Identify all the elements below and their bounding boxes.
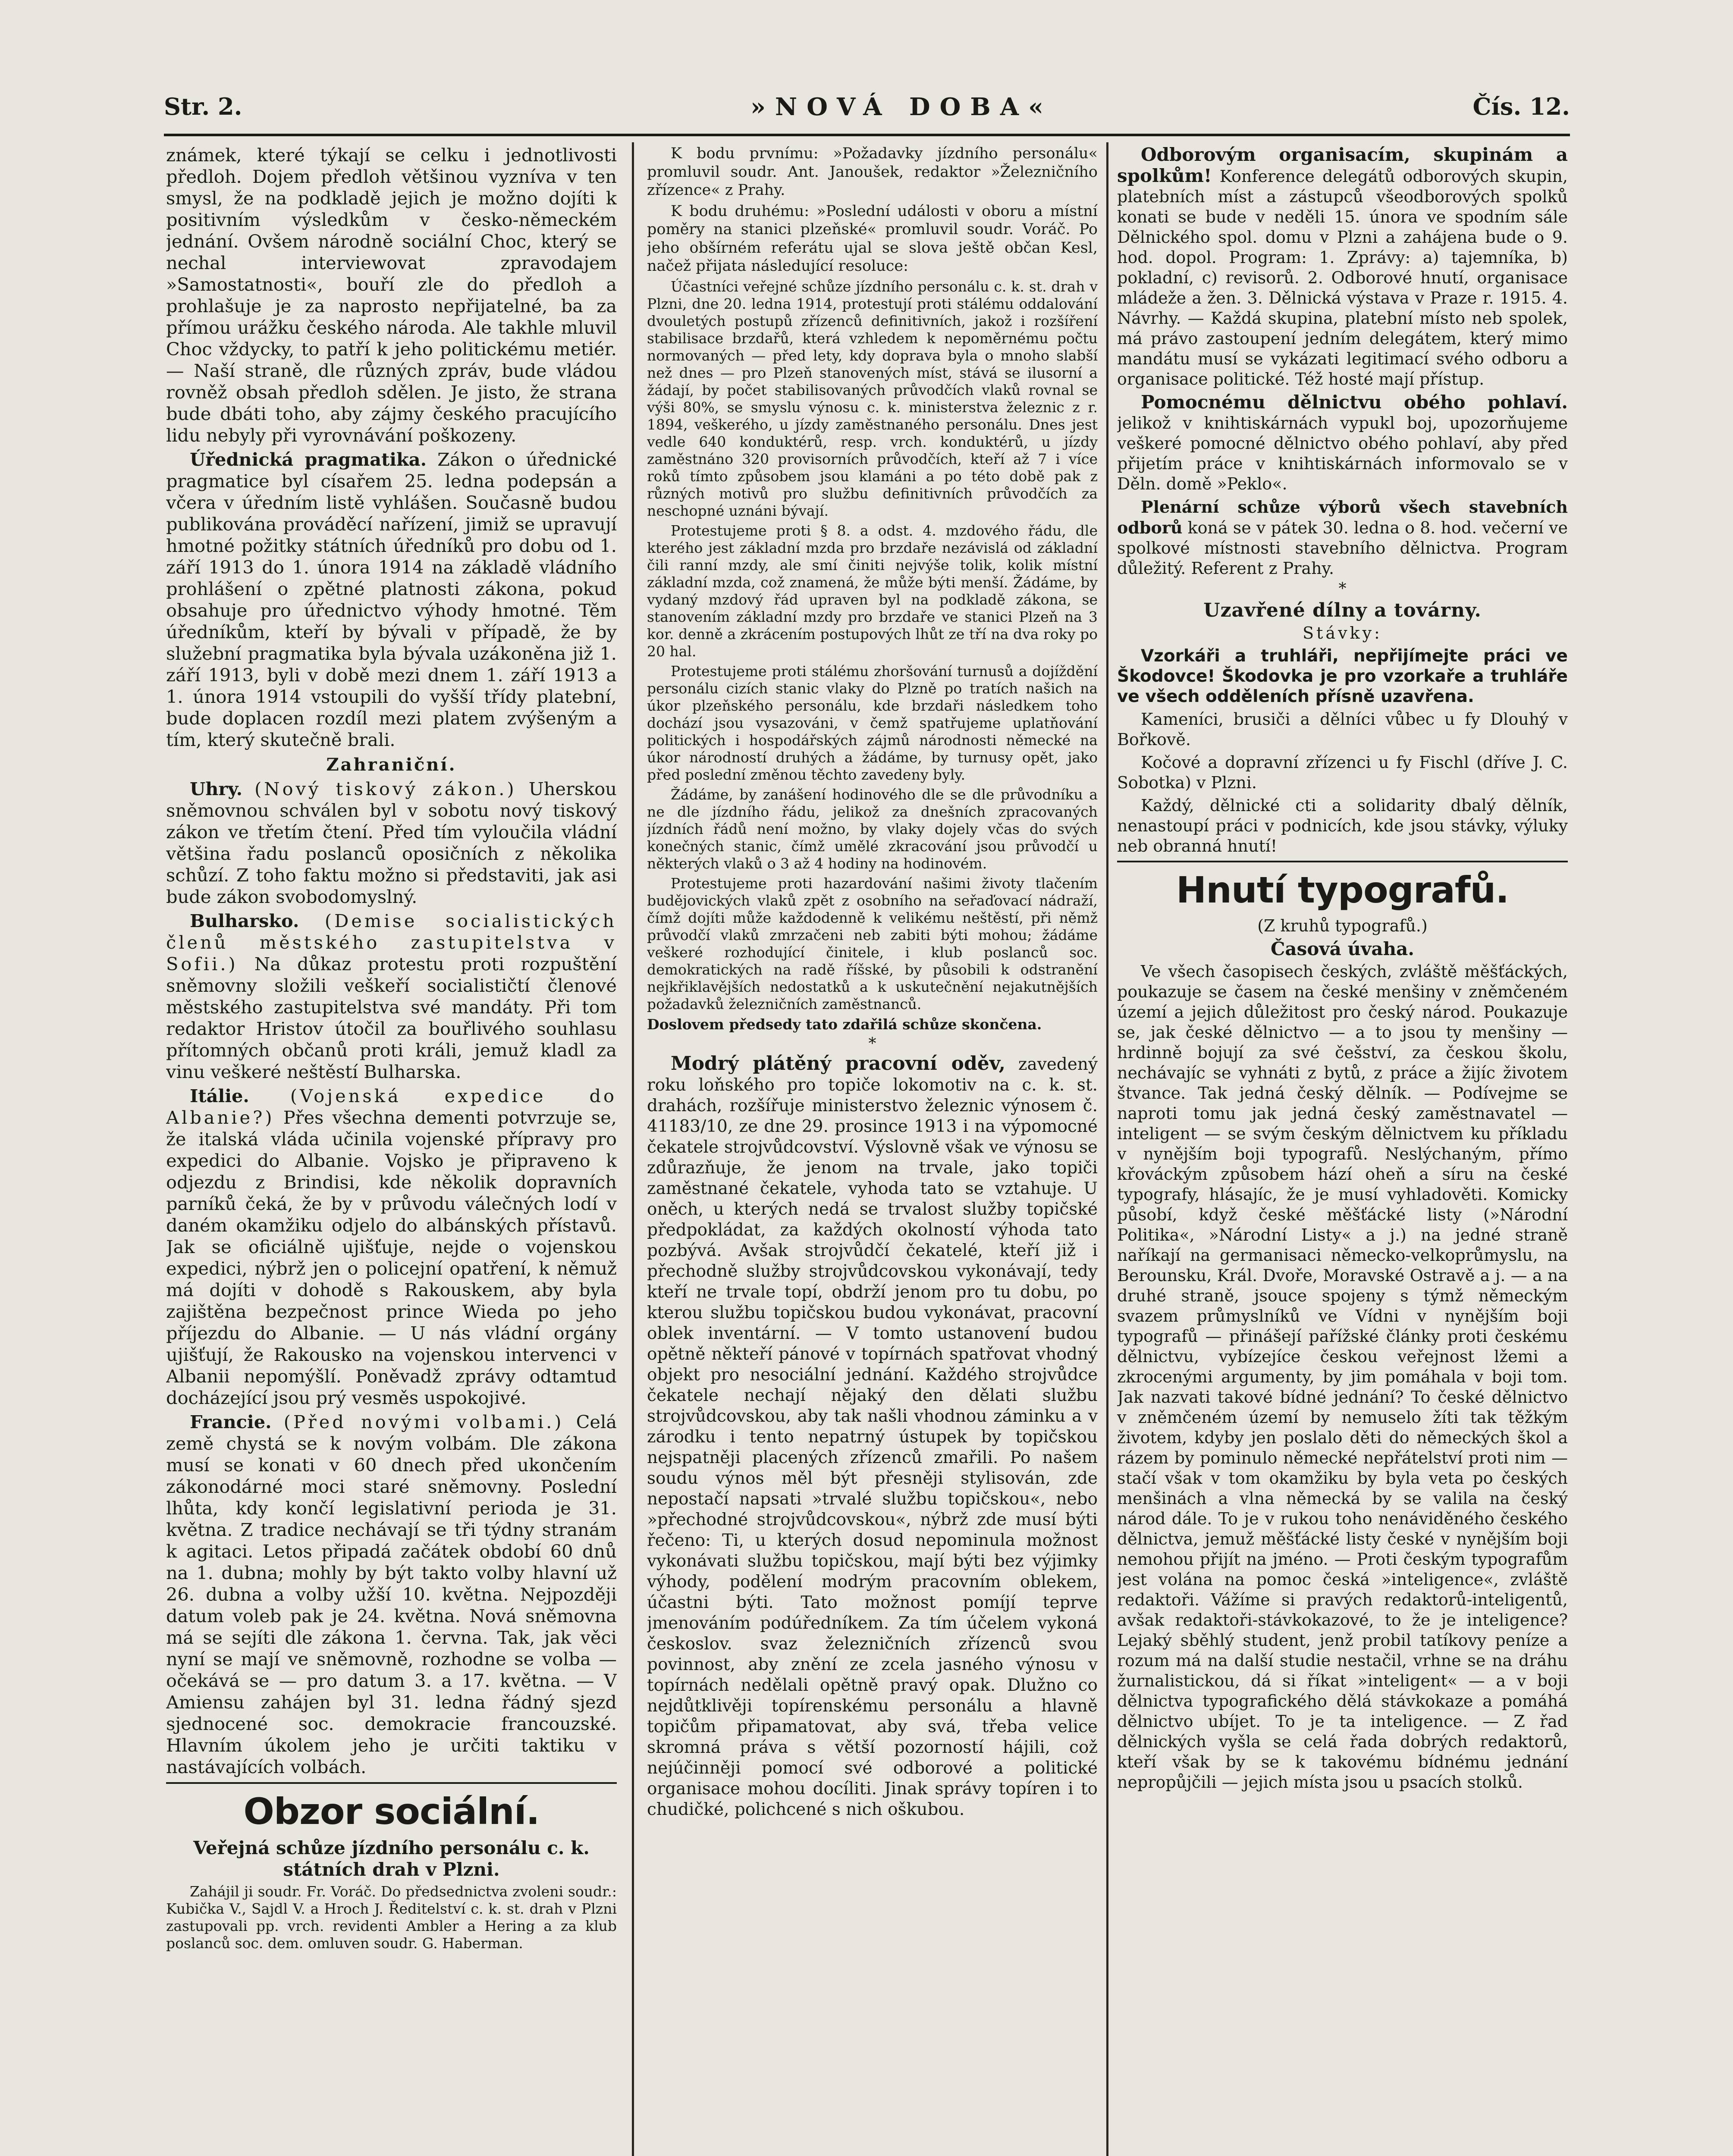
- article-text: jelikož v knihtiskárnách vypukl boj, upozorňujeme veškeré pomocné dělnictvo obého pohlaví, aby před přijetím práce v knihtiskárnách informovalo se v Děln. domě »Peklo«.: [1117, 414, 1568, 493]
- closing-line: Doslovem předsedy tato zdařilá schůze skončena.: [647, 1015, 1042, 1033]
- section-rule: [1117, 861, 1568, 862]
- column-1: [166, 144, 617, 2156]
- article-text: Zákon o úřednické pragmatice byl císařem 25. ledna podepsán a včera v úředním listě vyhlášen. Současně budou publikována prováděcí nařízení, jimiž se upravují hmotné požitky státních úředníků pro dobu od 1. září 1913 do 1. února 1914 na základě vládního prohlášení o zpětné platnosti zákona, pokud obsahuje pro úřednictvo výhody hmotné. Těm úředníkům, kteří by bývali v případě, že by služební pragmatika byla bývala uzákoněna již 1. září 1913, byli v době mezi dnem 1. září 1913 a 1. února 1914 vstoupili do vyšší třídy platební, bude doplacen rozdíl mezi platem zvýšeným a tím, který skutečně brali.: [166, 449, 617, 750]
- header-rule: [164, 134, 1570, 136]
- section-subtitle: Časová úvaha.: [1270, 938, 1415, 959]
- strikes-label: Stávky:: [1303, 624, 1382, 642]
- article-paragraph: [1117, 144, 1568, 389]
- article-text: koná se v pátek 30. ledna o 8. hod. večerní ve spolkové místnosti stavebního dělnictva. Program důležitý. Referent z Prahy.: [1117, 518, 1568, 578]
- section-heading-foreign: Zahraniční.: [326, 755, 457, 775]
- section-rule: [166, 1782, 617, 1784]
- article-subheading: (Před novými volbami.): [283, 1411, 564, 1432]
- article-paragraph: známek, které týkají se celku i jednotlivosti předloh. Dojem předloh většinou vyzníva v ten smysl, že na podkladě jejich je možno dojíti k positivním výsledkům v česko-německém jednání. Ovšem národně sociální Choc, který se nechal interviewovat zpravodajem »Samostatnosti«, bouří zle do předloh a prohlašuje je za naprosto nepřijatelné, ba za přímou urážku českého národa. Ale takhle mluvil Choc vždycky, to patří k jeho politickému metiér. — Naší straně, dle různých zpráv, bude vládou rovněž obsah předloh sdělen. Je jisto, že strana bude dbáti toho, aby zájmy českého pracujícího lidu nebyly při vyrovnávání poškozeny.: [166, 144, 617, 446]
- article-paragraph: [166, 778, 617, 908]
- article-subheading: (Nový tiskový zákon.): [254, 778, 517, 799]
- section-title-social: Obzor sociální.: [243, 1790, 540, 1833]
- column-divider: [632, 142, 634, 2156]
- article-subheading: (Vojenská expedice do Albanie?): [166, 1085, 617, 1128]
- resolution-paragraph: Žádáme, by zanášení hodinového dle se dle průvodníku a ne dle jízdního řádu, jelikož za dnešních zpracovaných jízdních řádů není možno, by vlaky dojely včas do svých konečných stanic, čímž umělé zkracování jsou průvodčí u některých vlaků o 3 až 4 hodiny na hodinovém.: [647, 786, 1098, 872]
- article-heading: Bulharsko.: [190, 910, 299, 931]
- column-2: [647, 144, 1098, 2156]
- article-paragraph: [166, 910, 617, 1083]
- issue-number: Čís. 12.: [1472, 93, 1570, 120]
- resolution-paragraph: Protestujeme proti hazardování našimi životy tlačením budějovických vlaků zpět z osobního na seřaďovací nádraží, čímž dojíti může každodenně k velikému neštěstí, při němž průvodčí vlaků zmrzačeni neb zabiti býti mohou; žádáme veškeré rozhodující činitele, i klub poslanců soc. demokratických na radě říšské, by působili k odstranění nejkřiklavějších nedostatků a k uskutečnění nejakutnějších požadavků železničních zaměstnanců.: [647, 874, 1098, 1012]
- article-text: Uherskou sněmovnou schválen byl v sobotu nový tiskový zákon ve třetím čtení. Před tím vyloučila vládní většina řadu poslanců oposičních z několika schůzí. Z toho faktu možno si představiti, jak asi bude zákon svobodomyslný.: [166, 778, 617, 907]
- strike-notice: Kameníci, brusiči a dělníci vůbec u fy Dlouhý v Bořkově.: [1117, 710, 1568, 749]
- newspaper-title: »NOVÁ DOBA«: [750, 93, 1053, 121]
- meeting-title: Veřejná schůze jízdního personálu c. k. státních drah v Plzni.: [193, 1837, 590, 1880]
- strike-notice: Každý, dělnické cti a solidarity dbalý dělník, nenastoupí práci v podnicích, kde jsou stávky, výluky neb obranná hnutí!: [1117, 796, 1568, 856]
- article-paragraph: K bodu prvnímu: »Požadavky jízdního personálu« promluvil soudr. Ant. Janoušek, redaktor »Železničního zřízence« z Prahy.: [647, 145, 1098, 199]
- article-heading: Plenární schůze výborů všech stavebních odborů: [1117, 497, 1568, 537]
- article-paragraph: [647, 1053, 1098, 1820]
- article-text: zavedený roku loňského pro topiče lokomotiv na c. k. st. drahách, rozšířuje ministerstvo železnic výnosem č. 41183/10, ze dne 29. prosince 1913 i na výpomocné čekatele strojvůdcovství. Výslovně však ve výnosu se zdůrazňuje, že jenom na trvale, jako topiči zaměstnané čekatele, vyhoda tato se vztahuje. U oněch, u kterých nedá se trvalost služby topičské předpokládat, za každých okolností výhoda tato pozbývá. Avšak strojvůdčí čekatelé, kteří již i přechodně služby strojvůdcovskou vykonávají, tedy kteří ne trvale topí, obdrží jenom pro tu dobu, po kterou službu topičskou budou vykonávat, pracovní oblek inventární. — V tomto ustanovení budou opětně někteří pánové v topírnách spatřovat vhodný objekt pro nesociální jednání. Každého strojvůdce čekatele nechají nějaký den dělati službu strojvůdcovskou, aby tak našli vhodnou záminku a v zárodku i tento nepatrný ústupek by topičskou nejspatněji placených zřízenců zmařili. Po našem soudu výnos měl být přesněji stylisován, zde nepostačí napsati »trvalé službu topičskou«, nebo »přechodné strojvůdcovskou«, nýbrž zde musí býti řečeno: Ti, u kterých dosud nepominula možnost vykonávati službu topičskou, mají býti bez výjimky výhody, podělení modrým pracovním oblekem, účastni býti. Tato možnost pomíjí teprve jmenováním podúředníkem. Za tím účelem vykoná českoslov. svaz železničních zřízenců svou povinnost, aby znění ze zcela jasného výnosu v topírnách nedělali opětně pravý opak. Dlužno co nejdůtklivěji topírenskému personálu a hlavně topičům připamatovat, aby svá, třeba velice skromná práva s větší pozorností hájili, což nejúčinněji pomocí své odborové a politické organisace mohou docíliti. Jinak správy topíren i to chudičké, polichcené s nich oškubou.: [647, 1055, 1098, 1819]
- strike-notice: Vzorkáři a truhláři, nepřijímejte práci ve Škodovce! Škodovka je pro vzorkaře a truhláře ve všech odděleních přísně uzavřena.: [1117, 646, 1568, 706]
- strike-notice: Kočové a dopravní zřízenci u fy Fischl (dříve J. C. Sobotka) v Plzni.: [1117, 753, 1568, 792]
- separator-star: *: [1338, 580, 1347, 598]
- page-header: [164, 84, 1570, 132]
- article-heading: Úřednická pragmatika.: [190, 449, 427, 470]
- article-paragraph: [166, 449, 617, 751]
- article-text: Celá země chystá se k novým volbám. Dle zákona musí se konati v 60 dnech před ukončením zákonodárné moci staré sněmovny. Poslední lhůta, kdy končí legislativní perioda je 31. května. Z tradice nechávají se tři týdny stranám k agitaci. Letos připadá začátek období 60 dnů na 1. dubna; mohly by být takto volby hlavní už 26. dubna a volby užší 10. května. Nejpozději datum voleb pak je 24. května. Nová sněmovna má se sejíti dle zákona 1. června. Tak, jak věci nyní se mají ve sněmovně, rozhodne se volba — očekává se — pro datum 3. a 17. května. — V Amiensu zahájen byl 31. ledna řádný sjezd sjednocené soc. demokracie francouzské. Hlavním úkolem jeho je určiti taktiku v nastávajících volbách.: [166, 1411, 617, 1777]
- article-paragraph: Ve všech časopisech českých, zvláště měšťáckých, poukazuje se časem na české menšiny v zněmčeném území a jejich důležitost pro český národ. Poukazuje se, jak české dělnictvo — a to jsou ty menšiny — hrdinně bojují za své češství, za českou školu, nechávajíc se vyhnáti z bytů, z práce a žijíc životem štvance. Tak jedná český dělník. — Podívejme se naproti tomu jak jedná český zaměstnavatel — inteligent — se svým českým dělnictvem ku příkladu v nynějším boji typografů. Neslýchaným, přímo křováckým způsobem hází oheň a síru na české typografy, hlásajíc, že je musí vyhladověti. Komicky působí, když české měšťácké listy (»Národní Politika«, »Národní Listy« a j.) na jedné straně naříkají na germanisaci německo-velkoprůmyslu, na Berounsku, Král. Dvoře, Moravské Ostravě a j. — a na druhé straně, jsouce spojeny s týmž německým svazem průmyslníků ve Vídni v nynějším boji typografů — přinášejí pařížské články proti českému dělnictvu, vybízejíce českou veřejnost lžemi a zkrocenými argumenty, by jim pomáhala v boji tom. Jak nazvati takové bídné jednání? To české dělnictvo v zněmčeném území by nemuselo žíti tak těžkým životem, kdyby jen poslalo děti do německých škol a rázem by pominulo německé nepřátelství proti nim — stačí však v tom okamžiku by byla veta po českých menšinách a vlna německá by se valila na český národ dále. To je v rukou toho nenáviděného českého dělnictva, jemuž měšťácké listy české v nynějším boji nemohou přijít na jméno. — Proti českým typografům jest volána na pomoc česká »inteligence«, zvláště redaktoři. Vážíme si pravých redaktorů-inteligentů, avšak redaktoři-stávkokazové, to že je inteligence? Lejaký sběhlý student, jenž probil tatíkovy peníze a rozum má na další studie nestačil, vrhne se na dráhu žurnalistickou, dá si říkat »inteligent« — a v boji dělnictva typografického dělá stávkokaze a pomáhá dělnictvo ubíjet. To je ta inteligence. — Z řad dělnických vyšla se celá řada dobrých redaktorů, kteří však by se k takovému bídnému jednání nepropůjčili — jejich místa jsou u psacích stolků.: [1117, 962, 1568, 1792]
- article-heading: Itálie.: [190, 1085, 249, 1106]
- article-paragraph: K bodu druhému: »Poslední události v oboru a místní poměry na stanici plzeňské« promluvil soudr. Voráč. Po jeho obšírném referátu ujal se slova ještě občan Kesl, načež přijata následující resoluce:: [647, 202, 1098, 275]
- article-heading: Uhry.: [190, 778, 243, 799]
- column-divider: [1106, 142, 1108, 2156]
- column-3: [1117, 144, 1568, 2156]
- page-number: Str. 2.: [164, 93, 242, 120]
- article-heading: Modrý plátěný pracovní oděv,: [671, 1053, 1006, 1075]
- section-title-typographers: Hnutí typografů.: [1176, 869, 1509, 911]
- article-paragraph: [1117, 392, 1568, 494]
- article-paragraph: Zahájil ji soudr. Fr. Voráč. Do předsednictva zvoleni soudr.: Kubička V., Sajdl V. a Hroch J. Ředitelství c. k. st. drah v Plzni zastupovali pp. vrch. revidenti Ambler a Hering a za klub poslanců soc. dem. omluven soudr. G. Haberman.: [166, 1883, 617, 1952]
- article-text: Přes všechna dementi potvrzuje se, že italská vláda učinila vojenské přípravy pro expedici do Albanie. Vojsko je připraveno k odjezdu z Brindisi, kde několik dopravních parníků čeká, že by v průvodu válečných lodí v daném okamžiku odjelo do albánských přístavů. Jak se oficiálně ujišťuje, nejde o vojenskou expedici, nýbrž jen o policejní opatření, k němuž má dojíti v dohodě s Rakouskem, aby byla zajištěna bezpečnost prince Wieda po jeho příjezdu do Albanie. — U nás vládní orgány ujišťují, že Rakousko na vojenskou intervenci v Albanii nepomýšlí. Poněvadž zprávy odtamtud docházející jsou prý vesměs uspokojivé.: [166, 1107, 617, 1408]
- section-heading-closed-shops: Uzavřené dílny a továrny.: [1203, 599, 1482, 621]
- article-text: Konference delegátů odborových skupin, platebních míst a zástupců všeodborových spolků konati se bude v neděli 15. února ve spodním sále Dělnického spol. domu v Plzni a zahájena bude o 9. hod. dopol. Program: 1. Zprávy: a) tajemníka, b) pokladní, c) revisorů. 2. Odborové hnutí, organisace mládeže a žen. 3. Dělnická výstava v Praze r. 1915. 4. Návrhy. — Každá skupina, platební místo neb spolek, má právo zastoupení jedním delegátem, který mimo mandátu musí se vykázati legitimací svého odboru a organisace politické. Též hosté mají přístup.: [1117, 167, 1568, 389]
- resolution-paragraph: Protestujeme proti stálému zhoršování turnusů a dojíždění personálu cizích stanic vlaky do Plzně po tratích našich na úkor plzeňského personálu, kde brzdaři následkem toho dochází jsou vysazováni, v čemž spatřujeme uplatňování politických i hospodářských zájmů národnosti německé na úkor národností druhých a žádáme, by turnusy opět, jako před poslední změnou těchto zavedeny byly.: [647, 662, 1098, 783]
- article-paragraph: [1117, 497, 1568, 579]
- article-heading: Francie.: [190, 1411, 272, 1432]
- separator-star: *: [868, 1035, 876, 1053]
- article-paragraph: [166, 1085, 617, 1409]
- resolution-paragraph: Protestujeme proti § 8. a odst. 4. mzdového řádu, dle kterého jest základní mzda pro brzdaře nezávislá od základní čili ranní mzdy, ale smí činiti nejvýše tolik, kolik místní základní mzda, což znamená, že může býti menší. Žádáme, by vydaný mzdový řád upraven byl na podkladě zákona, se stanovením základní mzdy pro brzdaře ve stanici Plzeň na 3 kor. denně a zkrácením postupových lhůt ze tří na dva roky po 20 hal.: [647, 522, 1098, 660]
- resolution-paragraph: Účastníci veřejné schůze jízdního personálu c. k. st. drah v Plzni, dne 20. ledna 1914, protestují proti stálému oddalování dvouletých postupů zřízenců definitivních, jakož i rozšíření stabilisace brzdařů, která vzhledem k nepoměrnému počtu normovaných — před lety, kdy doprava byla o mnoho slabší než dnes — pro Plzeň stanovených míst, stává se ilusorní a žádají, by počet stabilisovaných průvodčích vlaků rovnal se výši 80%, se smyslu výnosu c. k. ministerstva železnic z r. 1894, veškerého, u jízdy zaměstnaného personálu. Dnes jest vedle 640 konduktérů, resp. vrch. konduktérů, u jízdy zaměstnáno 320 provisorních průvodčích, kteří až 7 i více roků tímto způsobem jsou klamáni a po této době pak z různých motivů pro službu definitivních průvodčích za neschopné uznáni bývají.: [647, 278, 1098, 519]
- article-subheading: (Demise socialistických členů městského zastupitelstva v Sofii.): [166, 910, 617, 975]
- article-heading: Pomocnému dělnictvu obého pohlaví.: [1141, 392, 1568, 413]
- section-subtitle: (Z kruhů typografů.): [1257, 916, 1428, 935]
- article-heading: Odborovým organisacím, skupinám a spolkům!: [1117, 144, 1568, 186]
- article-text: Na důkaz protestu proti rozpuštění sněmovny složili veškeří socialističtí členové městského zastupitelstva své mandáty. Při tom redaktor Hristov útočil za bouřlivého souhlasu přítomných občanů proti králi, jemuž kladl za vinu veškeré neštěstí Bulharska.: [166, 953, 617, 1082]
- article-paragraph: [166, 1411, 617, 1778]
